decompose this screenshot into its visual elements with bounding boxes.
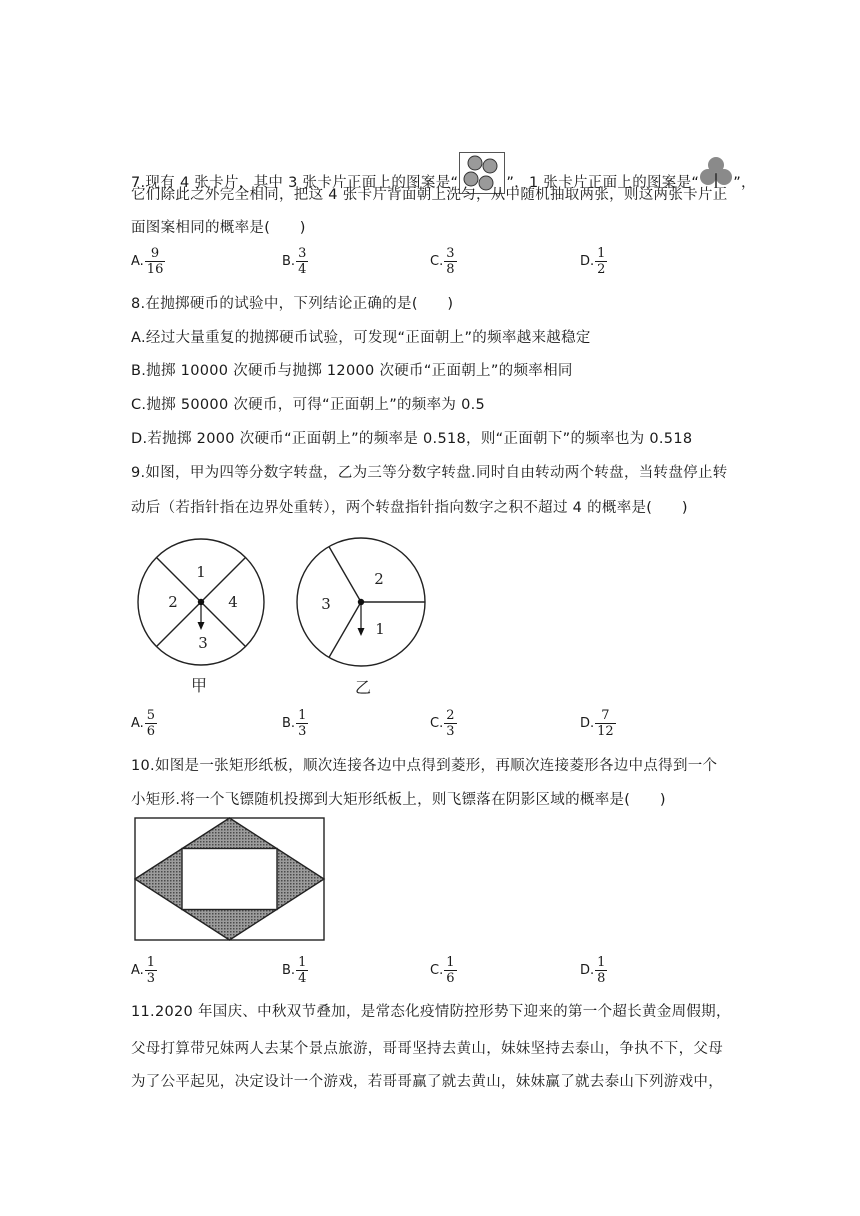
q9-line-2: 动后（若指针指在边界处重转），两个转盘指针指向数字之积不超过 4 的概率是( ) — [131, 500, 688, 516]
denominator: 6 — [446, 971, 455, 986]
numerator: 3 — [446, 246, 455, 261]
wheel-jia-number-4: 4 — [228, 593, 238, 611]
q10-option-a — [131, 955, 157, 986]
wheel-yi-label: 乙 — [354, 678, 372, 697]
fraction — [296, 955, 308, 986]
q8-option-d: D.若抛掷 2000 次硬币“正面朝上”的频率是 0.518，则“正面朝下”的频率也为 0.518 — [131, 431, 693, 447]
q9-option-b — [282, 708, 308, 739]
numerator: 1 — [298, 955, 307, 970]
q8-option-b: B.抛掷 10000 次硬币与抛掷 12000 次硬币“正面朝上”的频率相同 — [131, 363, 573, 379]
q8-option-c: C.抛掷 50000 次硬币，可得“正面朝上”的频率为 0.5 — [131, 397, 486, 413]
option-letter: A. — [131, 963, 144, 978]
inner-rectangle — [182, 849, 277, 910]
wheel-jia — [138, 539, 264, 695]
q7-line-2: 它们除此之外完全相同，把这 4 张卡片背面朝上洗匀，从中随机抽取两张，则这两张卡片正 — [131, 187, 728, 203]
wheel-yi-number-1: 1 — [375, 620, 385, 638]
q10-option-d — [580, 955, 607, 986]
q7-option-c — [430, 246, 457, 277]
q7-text-1c: ”， — [733, 175, 756, 191]
option-letter: D. — [580, 716, 595, 731]
option-letter: B. — [282, 254, 296, 269]
denominator: 12 — [597, 724, 614, 739]
numerator: 7 — [601, 708, 610, 723]
wheel-jia-number-2: 2 — [168, 593, 178, 611]
wheel-jia-number-3: 3 — [198, 634, 208, 652]
denominator: 3 — [298, 724, 307, 739]
fraction — [145, 246, 166, 277]
q7-line-3: 面图案相同的概率是( ) — [131, 220, 306, 236]
q7-option-a — [131, 246, 165, 277]
fraction — [444, 955, 456, 986]
denominator: 3 — [146, 971, 156, 986]
numerator: 1 — [597, 955, 606, 970]
q10-option-b — [282, 955, 308, 986]
fraction — [296, 708, 308, 739]
wheel-yi-number-2: 2 — [374, 570, 384, 588]
q9-option-c — [430, 708, 457, 739]
spinner-figure — [133, 530, 438, 698]
denominator: 16 — [146, 262, 164, 277]
numerator: 1 — [146, 955, 156, 970]
q10-line-2: 小矩形.将一个飞镖随机投掷到大矩形纸板上，则飞镖落在阴影区域的概率是( ) — [131, 792, 666, 808]
q11-line-2: 父母打算带兄妹两人去某个景点旅游，哥哥坚持去黄山，妹妹坚持去泰山，争执不下，父母 — [131, 1041, 723, 1057]
fraction — [444, 708, 456, 739]
option-letter: D. — [580, 254, 595, 269]
fraction — [595, 708, 616, 739]
q8-stem: 8.在抛掷硬币的试验中，下列结论正确的是( ) — [131, 296, 454, 312]
option-letter: A. — [131, 716, 144, 731]
q11-line-1: 11.2020 年国庆、中秋双节叠加，是常态化疫情防控形势下迎来的第一个超长黄金周假期， — [131, 1004, 731, 1020]
q7-text-1b: ”，1 张卡片正面上的图案是“ — [506, 175, 700, 191]
option-letter: D. — [580, 963, 595, 978]
numerator: 9 — [150, 246, 160, 261]
q11-line-3: 为了公平起见，决定设计一个游戏，若哥哥赢了就去黄山，妹妹赢了就去泰山下列游戏中， — [131, 1074, 723, 1090]
option-letter: C. — [430, 254, 444, 269]
numerator: 2 — [446, 708, 455, 723]
q10-line-1: 10.如图是一张矩形纸板，顺次连接各边中点得到菱形，再顺次连接菱形各边中点得到一个 — [131, 758, 718, 774]
fraction — [595, 246, 607, 277]
fraction — [595, 955, 607, 986]
denominator: 4 — [298, 262, 307, 277]
numerator: 1 — [298, 708, 307, 723]
q9-option-a — [131, 708, 157, 739]
fraction — [444, 246, 456, 277]
rectangle-rhombus-figure — [134, 817, 326, 943]
wheel-yi — [297, 538, 425, 697]
fraction — [145, 955, 157, 986]
option-letter: A. — [131, 254, 144, 269]
fraction — [296, 246, 308, 277]
wheel-jia-label: 甲 — [190, 676, 208, 695]
denominator: 8 — [446, 262, 455, 277]
denominator: 8 — [597, 971, 606, 986]
q9-option-d — [580, 708, 616, 739]
option-letter: C. — [430, 963, 444, 978]
q7-text-1a: 7.现有 4 张卡片，其中 3 张卡片正面上的图案是“ — [131, 175, 459, 191]
q7-option-b — [282, 246, 308, 277]
numerator: 1 — [446, 955, 455, 970]
wheel-yi-number-3: 3 — [321, 595, 331, 613]
q8-option-a: A.经过大量重复的抛掷硬币试验，可发现“正面朝上”的频率越来越稳定 — [131, 330, 591, 346]
option-letter: C. — [430, 716, 444, 731]
denominator: 3 — [446, 724, 455, 739]
numerator: 1 — [597, 246, 606, 261]
q10-option-c — [430, 955, 457, 986]
q9-line-1: 9.如图，甲为四等分数字转盘，乙为三等分数字转盘.同时自由转动两个转盘，当转盘停止转 — [131, 465, 728, 481]
option-letter: B. — [282, 716, 296, 731]
denominator: 4 — [298, 971, 307, 986]
numerator: 3 — [298, 246, 307, 261]
numerator: 5 — [146, 708, 156, 723]
denominator: 2 — [597, 262, 606, 277]
wheel-jia-number-1: 1 — [196, 563, 206, 581]
fraction — [145, 708, 157, 739]
denominator: 6 — [146, 724, 156, 739]
option-letter: B. — [282, 963, 296, 978]
q7-option-d — [580, 246, 607, 277]
